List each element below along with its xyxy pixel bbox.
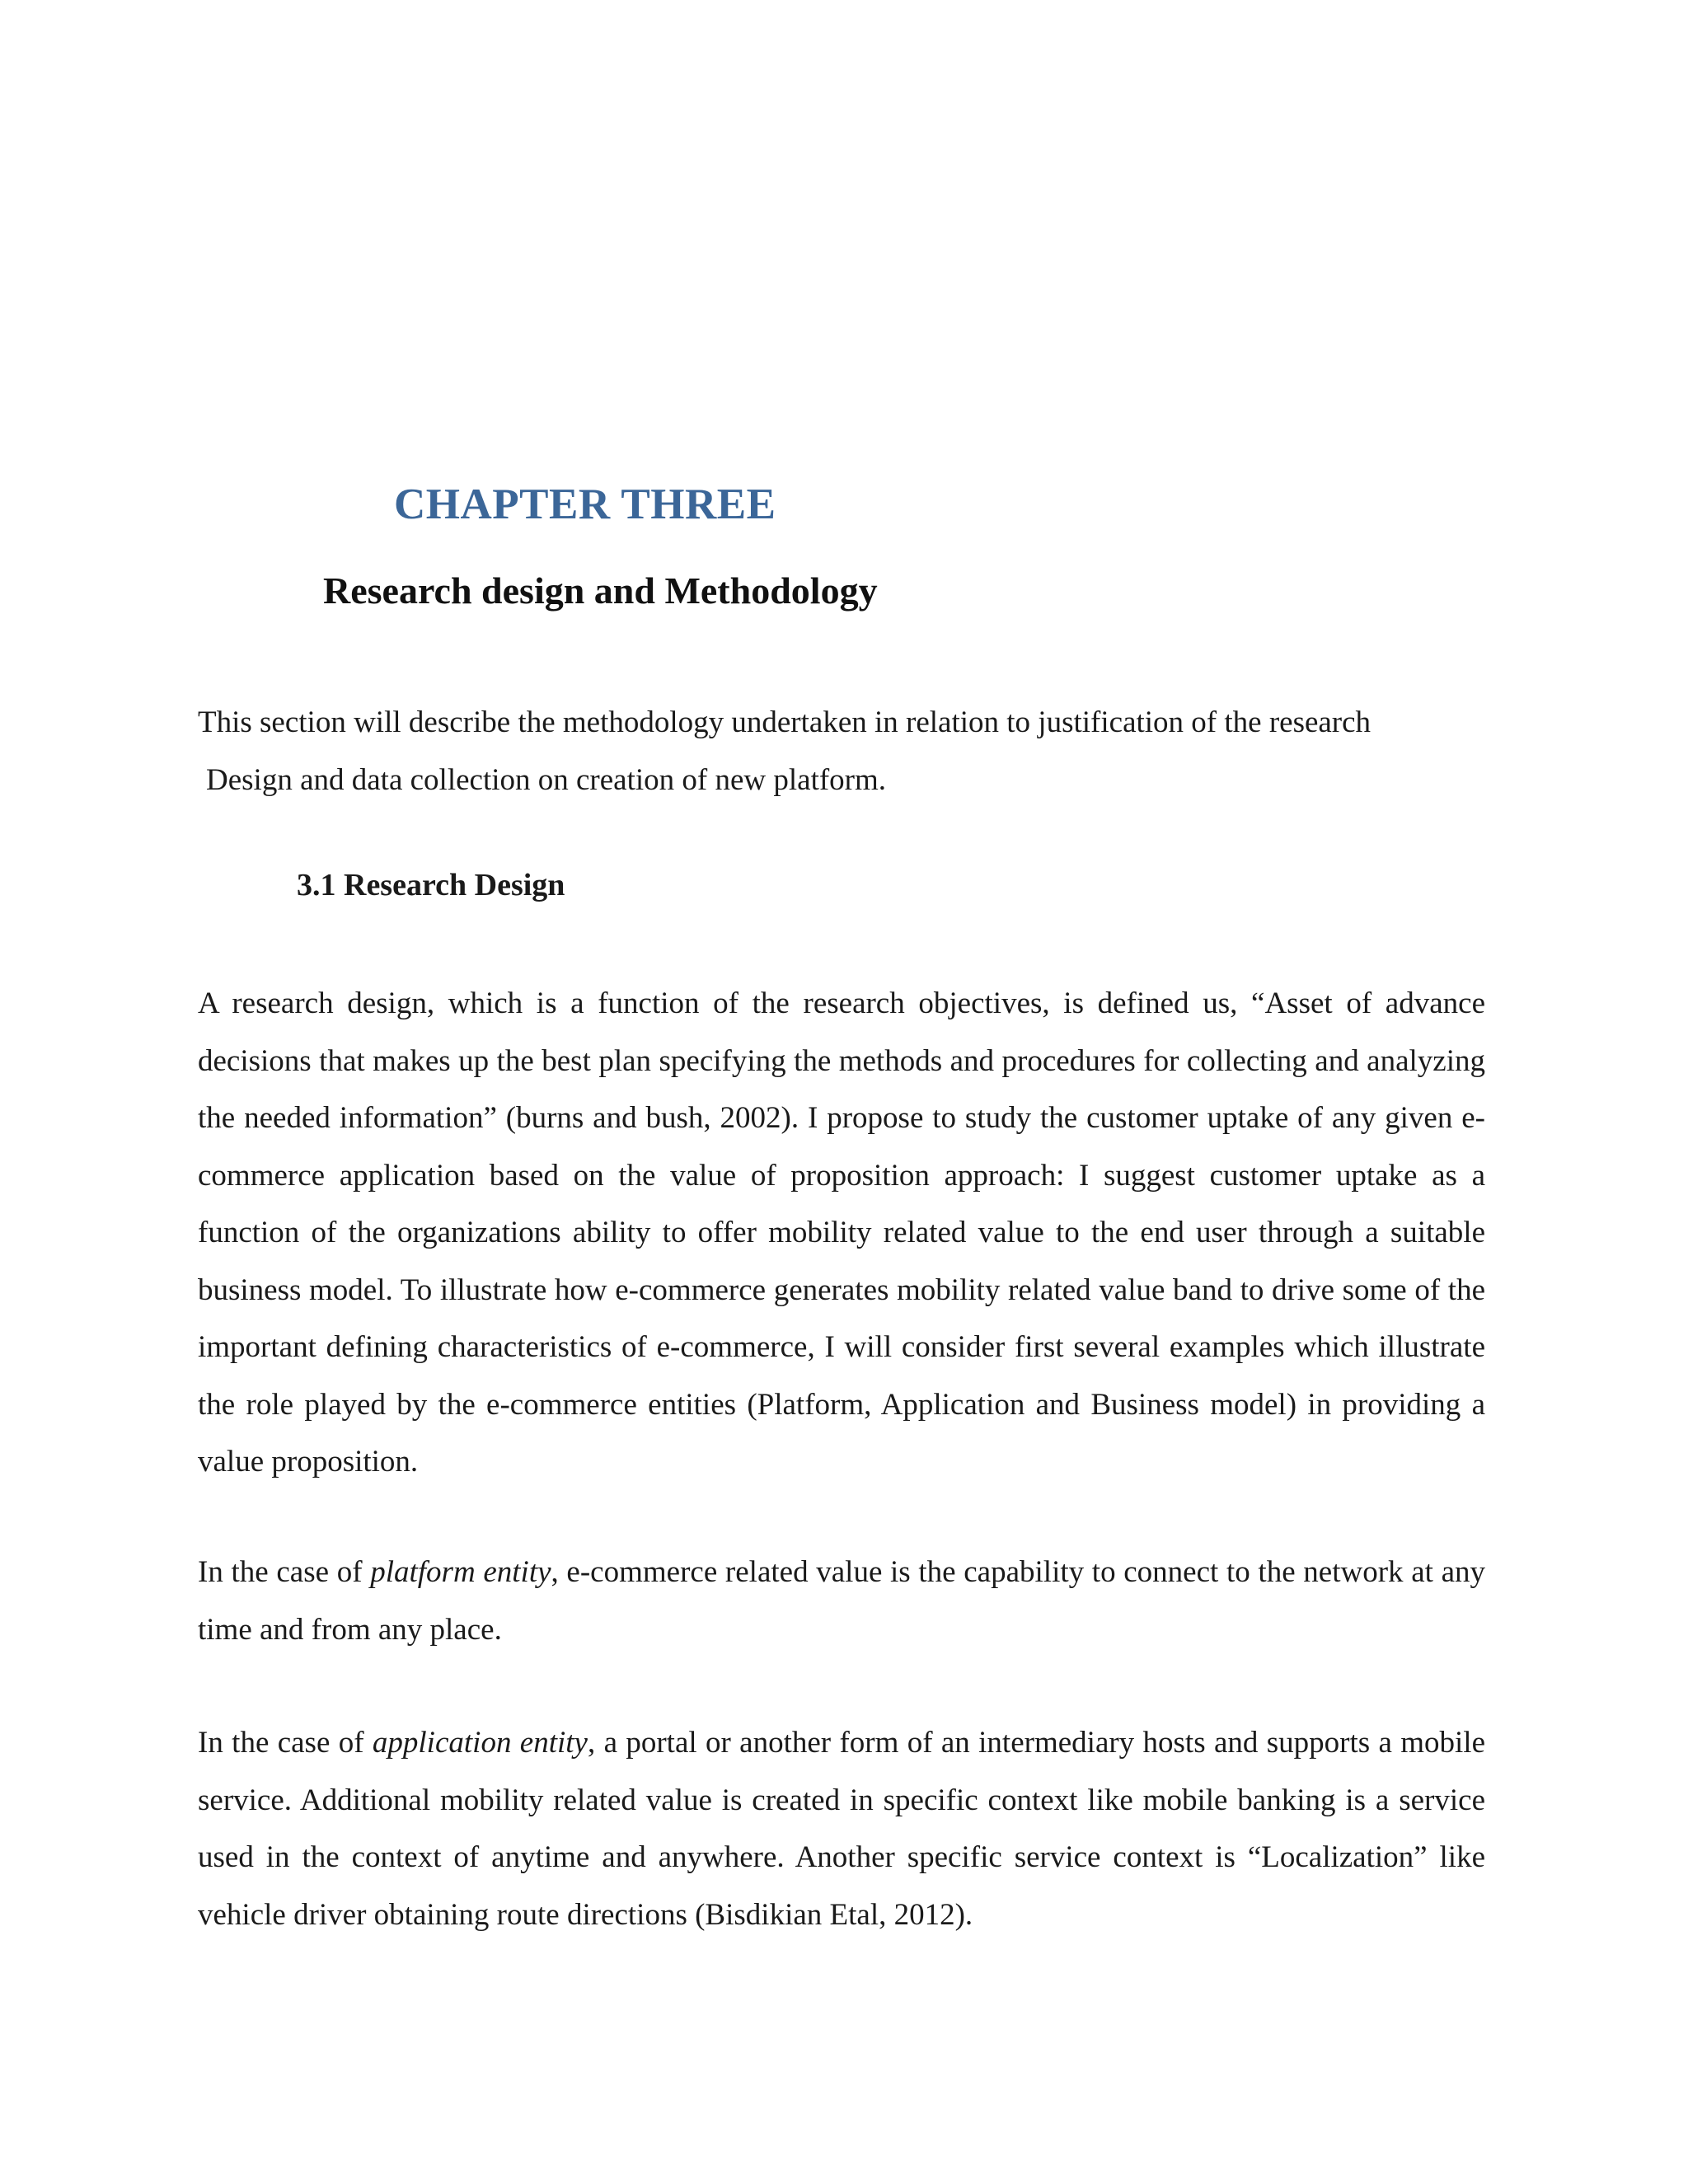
chapter-subtitle: Research design and Methodology: [323, 569, 878, 612]
chapter-title: CHAPTER THREE: [394, 480, 776, 528]
paragraph-text: , e-commerce related value is the capability to connect to the network at any time and from any place.: [198, 1555, 1485, 1647]
emphasis-platform-entity: platform entity: [370, 1555, 551, 1589]
emphasis-application-entity: application entity: [372, 1726, 588, 1760]
paragraph-text: In the case of: [198, 1726, 373, 1760]
paragraph-text: In the case of: [198, 1555, 371, 1589]
intro-line-2: Design and data collection on creation of new platform.: [206, 763, 887, 797]
paragraph-research-design: A research design, which is a function of the research objectives, is defined us, “Asset of advance decisions that makes up the best plan specifying the methods and procedures for collecting and analyzing the needed information” (burns and bush, 2002). I propose to study the customer uptake of any given e-commerce application based on the value of proposition approach: I suggest customer uptake as a function of the organizations ability to offer mobility related value to the end user through a suitable business model. To illustrate how e-commerce generates mobility related value band to drive some of the important defining characteristics of e-commerce, I will consider first several examples which illustrate the role played by the e-commerce entities (Platform, Application and Business model) in providing a value proposition.: [198, 987, 1485, 1479]
intro-line-1: This section will describe the methodology undertaken in relation to justification of the research: [198, 705, 1372, 739]
section-heading: 3.1 Research Design: [297, 868, 565, 902]
paragraph-application-entity: [198, 1714, 1485, 1943]
intro-paragraph: [198, 694, 1517, 809]
paragraph-text: , a portal or another form of an intermediary hosts and supports a mobile service. Additional mobility related value is created in specific context like mobile banking is a service used in the context of anytime and anywhere. Another specific service context is “Localization” like vehicle driver obtaining route directions (Bisdikian Etal, 2012).: [198, 1726, 1485, 1932]
paragraph-platform-entity: [198, 1544, 1485, 1658]
